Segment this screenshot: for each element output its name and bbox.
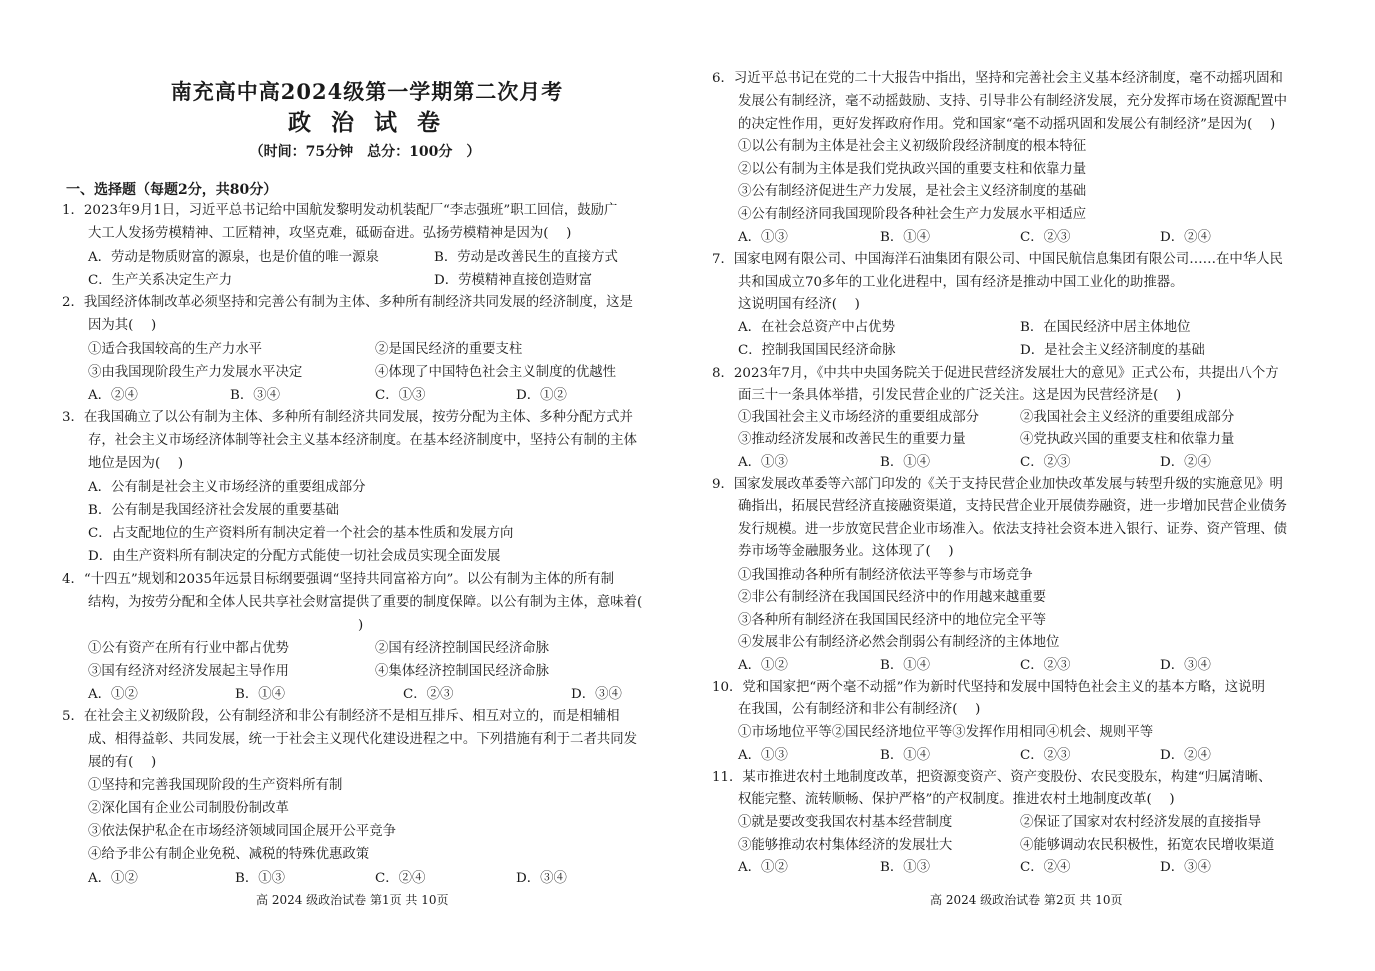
- answer-option: ④能够调动农民积极性，拓宽农民增收渠道: [1020, 838, 1275, 853]
- question-line: ③公有制经济促进生产力发展，是社会主义经济制度的基础: [738, 184, 1087, 199]
- answer-option: A．①②: [738, 860, 788, 875]
- answer-option: ①适合我国较高的生产力水平: [88, 342, 263, 357]
- question-line: 成、相得益彰、共同发展，统一于社会主义现代化建设进程之中。下列措施有利于二者共同发: [88, 732, 638, 747]
- question-line: ①市场地位平等②国民经济地位平等③发挥作用相同④机会、规则平等: [738, 725, 1154, 740]
- question-line: D．由生产资料所有制决定的分配方式能使一切社会成员实现全面发展: [88, 549, 501, 564]
- question-line: 4．“十四五”规划和2035年远景目标纲要强调“坚持共同富裕方向”。以公有制为主体的所有制: [62, 572, 615, 587]
- answer-option: D．②④: [1160, 230, 1211, 245]
- question-line: ①坚持和完善我国现阶段的生产资料所有制: [88, 778, 343, 793]
- answer-option: C．②③: [1020, 230, 1071, 245]
- answer-option: D．③④: [1160, 860, 1211, 875]
- answer-option: D．③④: [1160, 658, 1211, 673]
- answer-option: ①公有资产在所有行业中都占优势: [88, 641, 289, 656]
- answer-option: C．②④: [1020, 860, 1071, 875]
- answer-option: B．①④: [235, 687, 286, 702]
- question-line: 共和国成立70多年的工业化进程中，国有经济是推动中国工业化的助推器。: [738, 275, 1184, 290]
- question-line: 10．党和国家把“两个毫不动摇”作为新时代坚持和发展中国特色社会主义的基本方略，这说明: [712, 680, 1265, 695]
- answer-option: ②国有经济控制国民经济命脉: [375, 641, 550, 656]
- question-line: 展的有( ): [88, 755, 157, 770]
- footer-right: 高 2024 级政治试卷 第2页 共 10页: [930, 893, 1123, 907]
- answer-option: ②是国民经济的重要支柱: [375, 342, 523, 357]
- question-line: 结构，为按劳分配和全体人民共享社会财富提供了重要的制度保障。以公有制为主体，意味着(: [88, 595, 643, 610]
- answer-option: A．劳动是物质财富的源泉，也是价值的唯一源泉: [88, 250, 379, 265]
- answer-option: ③由我国现阶段生产力发展水平决定: [88, 365, 303, 380]
- question-line: ②深化国有企业公司制股份制改革: [88, 801, 289, 816]
- question-line: ①我国推动各种所有制经济依法平等参与市场竞争: [738, 568, 1033, 583]
- answer-option: C．控制我国国民经济命脉: [738, 343, 896, 358]
- answer-option: ①我国社会主义市场经济的重要组成部分: [738, 410, 980, 425]
- answer-option: B．③④: [230, 388, 281, 403]
- question-line: 大工人发扬劳模精神、工匠精神，攻坚克难，砥砺奋进。弘扬劳模精神是因为( ): [88, 226, 572, 241]
- question-line: 8．2023年7月，《中共中央国务院关于促进民营经济发展壮大的意见》正式公布，共提出八个方: [712, 366, 1279, 381]
- question-line: 3．在我国确立了以公有制为主体、多种所有制经济共同发展，按劳分配为主体、多种分配方式并: [62, 410, 633, 425]
- answer-option: B．①④: [880, 230, 931, 245]
- question-line: 2．我国经济体制改革必须坚持和完善公有制为主体、多种所有制经济共同发展的经济制度，这是: [62, 295, 633, 310]
- exam-subject: 政 治 试 卷: [287, 109, 447, 136]
- question-line: 6．习近平总书记在党的二十大报告中指出，坚持和完善社会主义基本经济制度，毫不动摇巩固和: [712, 71, 1283, 86]
- answer-option: ④党执政兴国的重要支柱和依靠力量: [1020, 432, 1235, 447]
- question-line: 存，社会主义市场经济体制等社会主义基本经济制度。在基本经济制度中，坚持公有制的主体: [88, 433, 638, 448]
- question-line: ④发展非公有制经济必然会削弱公有制经济的主体地位: [738, 635, 1060, 650]
- question-line: 这说明国有经济( ): [738, 297, 860, 312]
- answer-option: D．②④: [1160, 455, 1211, 470]
- answer-option: C．②③: [1020, 748, 1071, 763]
- answer-option: ④集体经济控制国民经济命脉: [375, 664, 550, 679]
- question-line: 的决定性作用，更好发挥政府作用。党和国家“毫不动摇巩固和发展公有制经济”是因为( ): [738, 117, 1276, 132]
- question-line: ①以公有制为主体是社会主义初级阶段经济制度的根本特征: [738, 139, 1087, 154]
- question-line: 面三十一条具体举措，引发民营企业的广泛关注。这是因为民营经济是( ): [738, 388, 1182, 403]
- question-line: 因为其( ): [88, 318, 157, 333]
- answer-option: ②保证了国家对农村经济发展的直接指导: [1020, 815, 1262, 830]
- exam-title: 南充高中高2024级第一学期第二次月考: [170, 79, 564, 104]
- section-heading: 一、选择题（每题2分，共80分）: [66, 182, 278, 198]
- answer-option: C．②③: [1020, 455, 1071, 470]
- exam-meta: （时间：75分钟 总分：100分 ）: [249, 144, 481, 160]
- answer-option: ③推动经济发展和改善民生的重要力量: [738, 432, 966, 447]
- answer-option: B．①③: [880, 860, 931, 875]
- question-line: ③各种所有制经济在我国国民经济中的地位完全平等: [738, 613, 1046, 628]
- answer-option: A．①③: [738, 230, 788, 245]
- question-line: ③依法保护私企在市场经济领域同国企展开公平竞争: [88, 824, 396, 839]
- question-line: 发展公有制经济，毫不动摇鼓励、支持、引导非公有制经济发展，充分发挥市场在资源配置中: [738, 94, 1288, 109]
- answer-option: ③能够推动农村集体经济的发展壮大: [738, 838, 953, 853]
- answer-option: A．①②: [738, 658, 788, 673]
- answer-option: A．①②: [88, 687, 138, 702]
- answer-option: C．②④: [375, 871, 426, 886]
- question-line: 7．国家电网有限公司、中国海洋石油集团有限公司、中国民航信息集团有限公司……在中华人民: [712, 252, 1283, 267]
- answer-option: D．①②: [516, 388, 567, 403]
- question-line: 发行规模。进一步放宽民营企业市场准入。依法支持社会资本进入银行、证券、资产管理、债: [738, 522, 1288, 537]
- question-line: 9．国家发展改革委等六部门印发的《关于支持民营企业加快改革发展与转型升级的实施意见》明: [712, 477, 1283, 492]
- answer-option: A．①②: [88, 871, 138, 886]
- answer-option: D．是社会主义经济制度的基础: [1020, 343, 1205, 358]
- answer-option: B．在国民经济中居主体地位: [1020, 320, 1191, 335]
- answer-option: ④体现了中国特色社会主义制度的优越性: [375, 365, 617, 380]
- question-line: ④公有制经济同我国现阶段各种社会生产力发展水平相适应: [738, 207, 1087, 222]
- answer-option: D．②④: [1160, 748, 1211, 763]
- answer-option: B．①④: [880, 455, 931, 470]
- answer-option: A．在社会总资产中占优势: [738, 320, 895, 335]
- answer-option: ): [358, 618, 364, 633]
- answer-option: A．①③: [738, 455, 788, 470]
- question-line: 地位是因为( ): [88, 456, 184, 471]
- answer-option: C．生产关系决定生产力: [88, 273, 233, 288]
- footer-left: 高 2024 级政治试卷 第1页 共 10页: [256, 893, 449, 907]
- answer-option: A．②④: [88, 388, 138, 403]
- answer-option: C．①③: [375, 388, 426, 403]
- answer-option: C．②③: [1020, 658, 1071, 673]
- question-line: 券市场等金融服务业。这体现了( ): [738, 544, 954, 559]
- answer-option: C．②③: [403, 687, 454, 702]
- answer-option: B．劳动是改善民生的直接方式: [434, 250, 618, 265]
- question-line: ②以公有制为主体是我们党执政兴国的重要支柱和依靠力量: [738, 162, 1087, 177]
- answer-option: D．③④: [516, 871, 567, 886]
- question-line: B．公有制是我国经济社会发展的重要基础: [88, 503, 339, 518]
- question-line: 11．某市推进农村土地制度改革，把资源变资产、资产变股份、农民变股东，构建“归属清晰、: [712, 770, 1272, 785]
- answer-option: A．①③: [738, 748, 788, 763]
- question-line: C．占支配地位的生产资料所有制决定着一个社会的基本性质和发展方向: [88, 526, 514, 541]
- question-line: ④给予非公有制企业免税、减税的特殊优惠政策: [88, 847, 370, 862]
- question-line: 确指出，拓展民营经济直接融资渠道，支持民营企业开展债券融资，进一步增加民营企业债务: [738, 499, 1288, 514]
- question-line: 1．2023年9月1日，习近平总书记给中国航发黎明发动机装配厂“李志强班”职工回信，鼓励广: [62, 203, 618, 218]
- answer-option: B．①③: [235, 871, 286, 886]
- answer-option: D．劳模精神直接创造财富: [434, 273, 593, 288]
- answer-option: B．①④: [880, 748, 931, 763]
- answer-option: ②我国社会主义经济的重要组成部分: [1020, 410, 1235, 425]
- question-line: 权能完整、流转顺畅、保护严格”的产权制度。推进农村土地制度改革( ): [738, 792, 1175, 807]
- question-line: A．公有制是社会主义市场经济的重要组成部分: [88, 480, 366, 495]
- question-line: ②非公有制经济在我国国民经济中的作用越来越重要: [738, 590, 1046, 605]
- answer-option: B．①④: [880, 658, 931, 673]
- answer-option: ①就是要改变我国农村基本经营制度: [738, 815, 953, 830]
- question-line: 5．在社会主义初级阶段，公有制经济和非公有制经济不是相互排斥、相互对立的，而是相辅相: [62, 709, 620, 724]
- answer-option: ③国有经济对经济发展起主导作用: [88, 664, 289, 679]
- question-line: 在我国，公有制经济和非公有制经济( ): [738, 702, 981, 717]
- answer-option: D．③④: [571, 687, 622, 702]
